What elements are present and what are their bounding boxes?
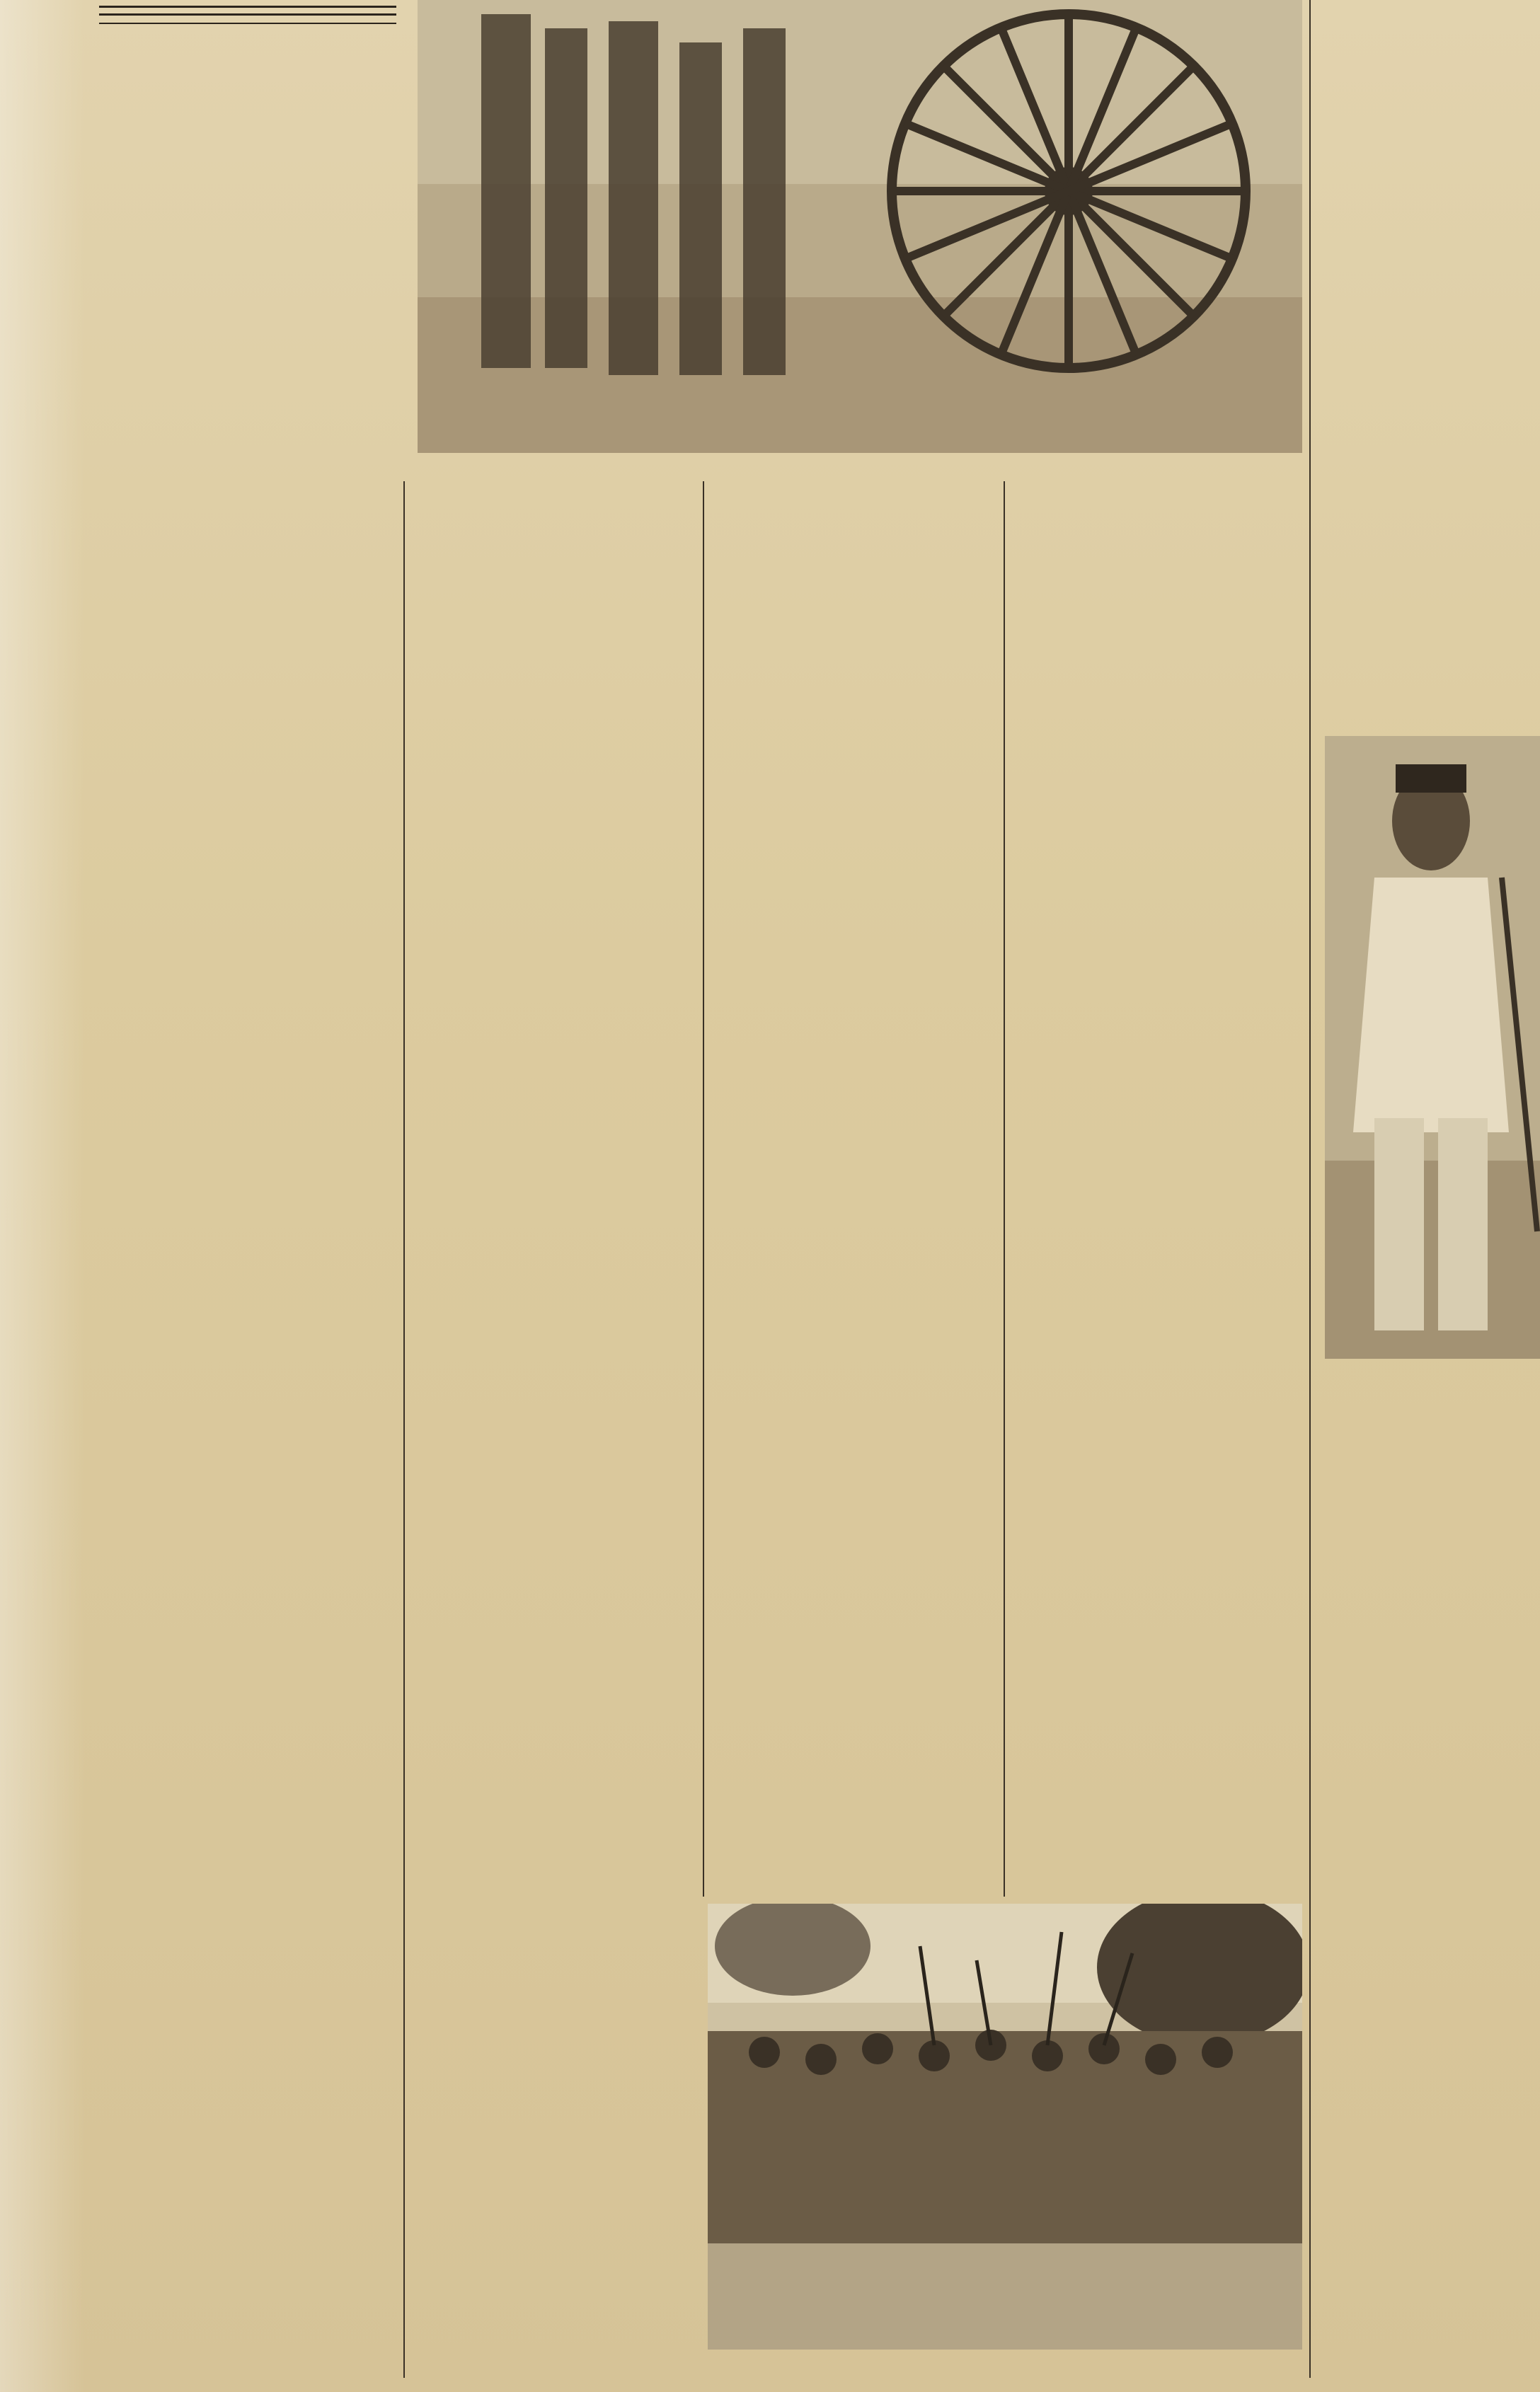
column-rule [1004,481,1005,1897]
column-2 [410,483,697,2379]
column-5-lower [1316,1366,1540,2378]
photo-soldier-portrait [1325,736,1540,1359]
photo-militia [708,1904,1302,2350]
photo-cannon [418,0,1302,453]
footer-title [99,23,396,24]
column-rule [403,481,405,2378]
ad-banner-licor-bols [99,6,396,16]
paper-edge [0,0,85,2392]
column-rule [1309,0,1311,2378]
column-1 [99,0,396,2378]
column-3 [710,483,999,1891]
column-4 [1011,483,1302,1891]
column-rule [703,481,704,1897]
